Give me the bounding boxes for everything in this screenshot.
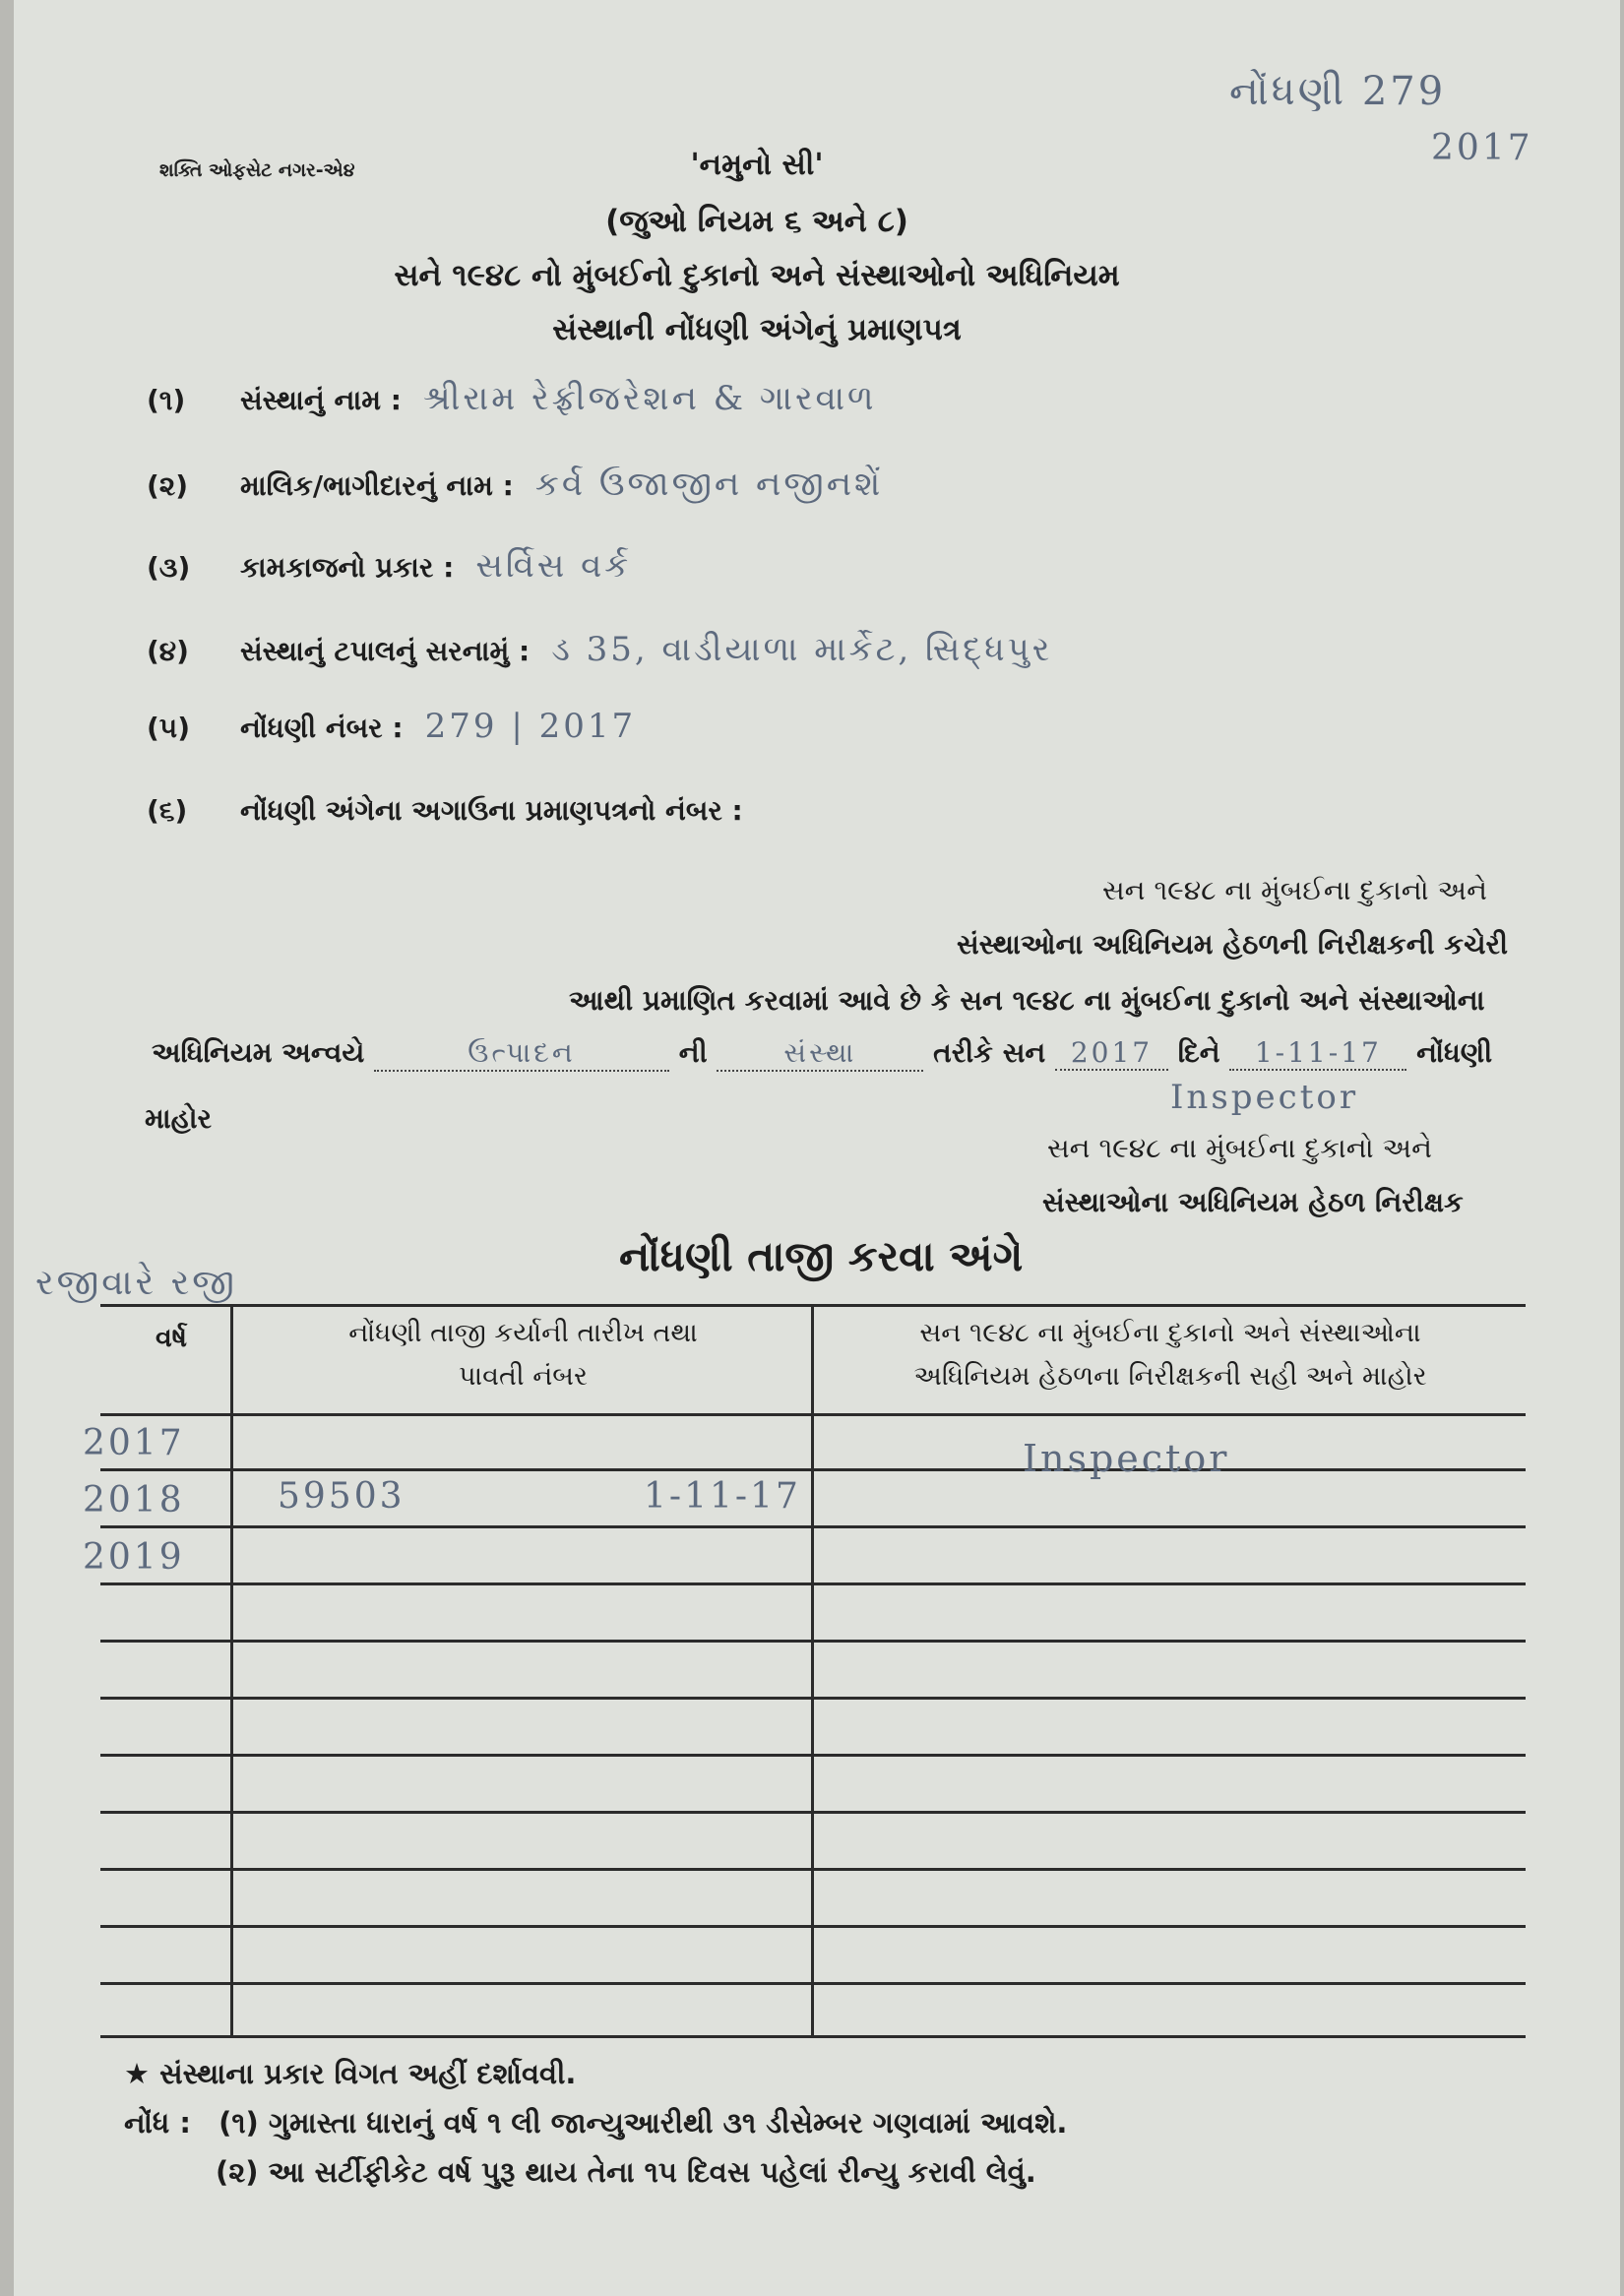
field-number: (૩) bbox=[147, 551, 191, 584]
inspector-line-1: સન ૧૯૪૮ ના મુંબઈના દુકાનો અને bbox=[1047, 1132, 1432, 1164]
field-label: માલિક/ભાગીદારનું નામ : bbox=[240, 469, 514, 502]
col-header-renewal-date: નોંધણી તાજી કર્યાની તારીખ તથા પાવતી નંબર bbox=[348, 1318, 698, 1392]
certify-text: તરીકે સન bbox=[933, 1036, 1046, 1069]
field-value: 279 | 2017 bbox=[424, 707, 637, 746]
field-value: કર્વ ઉજાજીન નજીનશેં bbox=[534, 465, 884, 504]
table-col-divider bbox=[230, 1304, 233, 2038]
certify-text: દિને bbox=[1177, 1036, 1220, 1069]
certify-prefix: અધિનિયમ અન્વયે bbox=[152, 1036, 365, 1069]
field-number: (૫) bbox=[147, 712, 190, 744]
note-star: ★ સંસ્થાના પ્રકાર વિગત અહીં દર્શાવવી. bbox=[124, 2057, 577, 2090]
field-previous-certificate bbox=[147, 789, 765, 829]
field-number: (૨) bbox=[147, 469, 189, 502]
field-value: ડ 35, વાડીયાળા માર્કેટ, સિદ્ધપુર bbox=[551, 630, 1053, 669]
certify-date-value: 1-11-17 bbox=[1229, 1036, 1406, 1071]
row-receipt: 59503 bbox=[278, 1476, 406, 1517]
certify-type-value: ઉત્પાદન bbox=[374, 1036, 669, 1072]
office-line-2: સંસ્થાઓના અધિનિયમ હેઠળની નિરીક્ષકની કચેરી bbox=[957, 928, 1508, 961]
field-label: કામકાજનો પ્રકાર : bbox=[240, 551, 455, 584]
field-label: સંસ્થાનું ટપાલનું સરનામું : bbox=[240, 635, 531, 667]
certify-kind-value: સંસ્થા bbox=[717, 1036, 923, 1072]
field-label: નોંધણી અંગેના અગાઉના પ્રમાણપત્રનો નંબર : bbox=[240, 794, 743, 827]
field-label: નોંધણી નંબર : bbox=[240, 712, 404, 744]
handwritten-registration-year: 2017 bbox=[1431, 128, 1533, 168]
certify-year-value: 2017 bbox=[1055, 1036, 1168, 1071]
certify-line-2 bbox=[152, 1036, 1492, 1072]
field-label: સંસ્થાનું નામ : bbox=[240, 384, 402, 416]
rule-reference: (જુઓ નિયમ ૬ અને ૮) bbox=[605, 204, 908, 239]
printer-name: શક્તિ ઓફસેટ નગર-એ૪ bbox=[159, 159, 355, 181]
row-year: 2018 bbox=[83, 1480, 185, 1520]
office-line-1: સન ૧૯૪૮ ના મુંબઈના દુકાનો અને bbox=[1102, 874, 1487, 906]
certify-text: ની bbox=[678, 1036, 708, 1069]
note-1: (૧) ગુમાસ્તા ધારાનું વર્ષ ૧ લી જાન્યુઆરીથી ૩૧ ડીસેમ્બર ગણવામાં આવશે. bbox=[219, 2106, 1068, 2140]
notes-block bbox=[124, 2106, 1067, 2141]
col-header-inspector-sign: સન ૧૯૪૮ ના મુંબઈના દુકાનો અને સંસ્થાઓના અધિનિયમ હેઠળના નિરીક્ષકની સહી અને માહોર bbox=[913, 1318, 1427, 1392]
field-value: શ્રીરામ રેફ્રીજરેશન & ગારવાળ bbox=[422, 379, 877, 418]
row-sign: Inspector bbox=[1023, 1437, 1230, 1480]
field-postal-address bbox=[147, 630, 1052, 669]
row-year: 2017 bbox=[83, 1423, 185, 1463]
field-owner-name bbox=[147, 465, 883, 504]
certificate-paper bbox=[14, 0, 1620, 2296]
col-header-year: વર્ષ bbox=[156, 1323, 187, 1353]
handwritten-renewal-note: રજીવારે રજી bbox=[35, 1263, 237, 1303]
row-date: 1-11-17 bbox=[644, 1476, 801, 1517]
note-2: (૨) આ સર્ટીફીકેટ વર્ષ પુરૂ થાય તેના ૧૫ દિવસ પહેલાં રીન્યુ કરાવી લેવું. bbox=[216, 2155, 1036, 2189]
inspector-line-2: સંસ્થાઓના અધિનિયમ હેઠળ નિરીક્ષક bbox=[1042, 1186, 1464, 1218]
field-value: સર્વિસ વર્ક bbox=[475, 546, 632, 586]
notes-label: નોંધ : bbox=[124, 2106, 191, 2140]
renewal-section-title: નોંધણી તાજી કરવા અંગે bbox=[619, 1232, 1024, 1280]
table-col-divider bbox=[811, 1304, 814, 2038]
form-name: 'નમુનો સી' bbox=[690, 148, 824, 182]
certificate-title: સંસ્થાની નોંધણી અંગેનું પ્રમાણપત્ર bbox=[552, 312, 962, 347]
row-year: 2019 bbox=[83, 1537, 185, 1578]
handwritten-registration-note: નોંધણી 279 bbox=[1229, 69, 1447, 114]
field-establishment-name bbox=[147, 379, 877, 418]
field-registration-number bbox=[147, 707, 636, 746]
field-number: (૪) bbox=[147, 635, 189, 667]
inspector-signature: Inspector bbox=[1170, 1078, 1359, 1117]
certify-suffix: નોંધણી bbox=[1416, 1036, 1493, 1069]
field-number: (૧) bbox=[147, 384, 186, 416]
field-number: (૬) bbox=[147, 794, 188, 827]
certify-line-1: આથી પ્રમાણિત કરવામાં આવે છે કે સન ૧૯૪૮ ના મુંબઈના દુકાનો અને સંસ્થાઓના bbox=[569, 984, 1485, 1017]
field-business-type bbox=[147, 546, 631, 586]
act-title: સને ૧૯૪૮ નો મુંબઈનો દુકાનો અને સંસ્થાઓનો અધિનિયમ bbox=[394, 258, 1120, 293]
seal-label: માહોર bbox=[145, 1102, 213, 1135]
